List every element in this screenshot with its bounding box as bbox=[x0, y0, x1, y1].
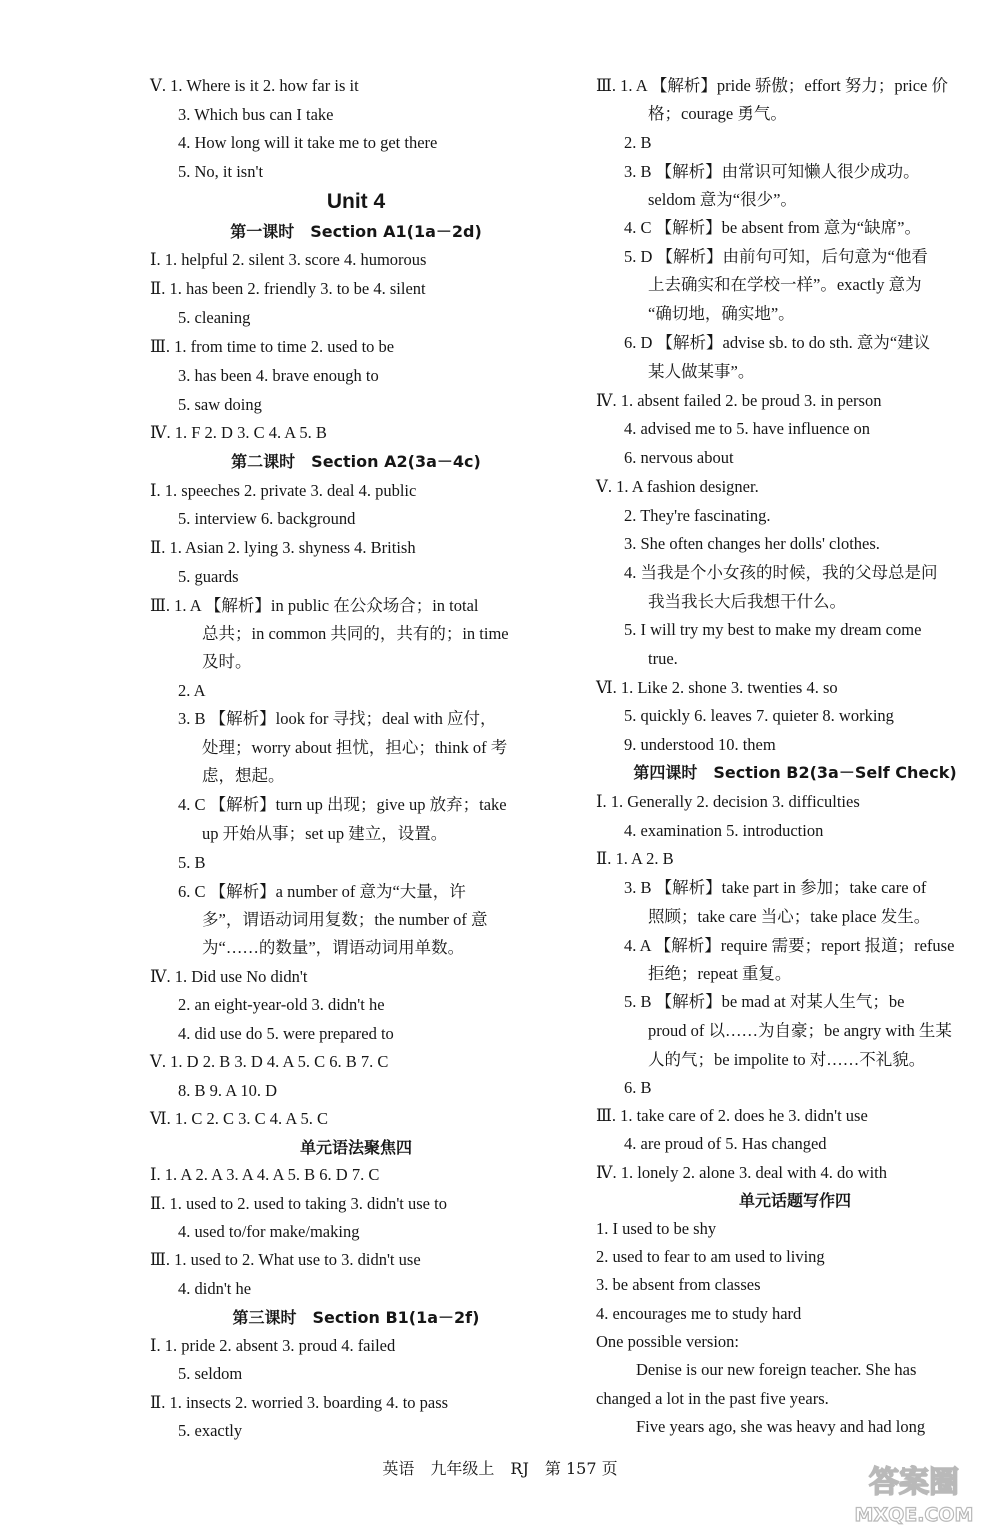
right-answer-line: Ⅲ. 1. take care of 2. does he 3. didn't use bbox=[596, 1106, 868, 1125]
watermark-logo bbox=[818, 1458, 996, 1526]
right-answer-line: Ⅰ. 1. Generally 2. decision 3. difficulties bbox=[596, 792, 860, 811]
right-answer-line: 4. A 【解析】require 需要；report 报道；refuse bbox=[624, 936, 955, 955]
right-answer-line: 5. I will try my best to make my dream come bbox=[624, 620, 922, 639]
left-answer-line: 2. an eight-year-old 3. didn't he bbox=[178, 995, 385, 1014]
right-answer-line: 6. D 【解析】advise sb. to do sth. 意为“建议 bbox=[624, 333, 931, 352]
left-answer-line: Ⅱ. 1. used to 2. used to taking 3. didn't use to bbox=[150, 1194, 447, 1213]
left-answer-line: Ⅰ. 1. pride 2. absent 3. proud 4. failed bbox=[150, 1336, 396, 1355]
right-answer-line: 4. 当我是个小女孩的时候，我的父母总是问 bbox=[624, 563, 938, 582]
left-answer-line: 3. Which bus can I take bbox=[178, 105, 334, 124]
right-answer-line: Ⅴ. 1. A fashion designer. bbox=[596, 477, 759, 496]
left-answer-line: 4. C 【解析】turn up 出现；give up 放弃；take bbox=[178, 795, 507, 814]
right-answer-line: 3. B 【解析】由常识可知懒人很少成功。 bbox=[624, 162, 920, 181]
right-answer-line: 2. They're fascinating. bbox=[624, 506, 771, 525]
right-answer-line: 4. examination 5. introduction bbox=[624, 821, 824, 840]
left-answer-line: Ⅴ. 1. Where is it 2. how far is it bbox=[150, 76, 359, 95]
right-answer-line: 5. quickly 6. leaves 7. quieter 8. working bbox=[624, 706, 894, 725]
right-answer-line: proud of 以……为自豪；be angry with 生某 bbox=[648, 1021, 952, 1040]
left-answer-line: 为“……的数量”，谓语动词用单数。 bbox=[202, 938, 465, 957]
right-answer-line: 1. I used to be shy bbox=[596, 1219, 717, 1238]
right-answer-line: 4. C 【解析】be absent from 意为“缺席”。 bbox=[624, 218, 921, 237]
right-answer-line: true. bbox=[648, 649, 678, 668]
left-answer-line: Ⅴ. 1. D 2. B 3. D 4. A 5. C 6. B 7. C bbox=[150, 1052, 389, 1071]
left-answer-line: Ⅰ. 1. A 2. A 3. A 4. A 5. B 6. D 7. C bbox=[150, 1165, 380, 1184]
left-answer-line: 及时。 bbox=[202, 652, 252, 671]
right-answer-line: 5. D 【解析】由前句可知，后句意为“他看 bbox=[624, 247, 928, 266]
left-section-heading: 第三课时 Section B1(1a－2f) bbox=[232, 1308, 480, 1327]
right-answer-line: 我当我长大后我想干什么。 bbox=[648, 592, 846, 611]
right-answer-line: 人的气；be impolite to 对……不礼貌。 bbox=[648, 1050, 926, 1069]
right-answer-line: Ⅱ. 1. A 2. B bbox=[596, 849, 674, 868]
left-answer-line: 总共；in common 共同的，共有的；in time bbox=[202, 624, 509, 643]
left-answer-line: Ⅳ. 1. Did use No didn't bbox=[150, 967, 308, 986]
left-section-heading: 第二课时 Section A2(3a－4c) bbox=[231, 452, 481, 471]
left-section-heading: 单元语法聚焦四 bbox=[299, 1138, 412, 1157]
right-answer-line: 拒绝；repeat 重复。 bbox=[648, 964, 792, 983]
left-answer-line: 5. seldom bbox=[178, 1364, 243, 1383]
left-answer-line: Ⅵ. 1. C 2. C 3. C 4. A 5. C bbox=[150, 1109, 328, 1128]
right-answer-line: 2. used to fear to am used to living bbox=[596, 1247, 825, 1266]
page-footer: 英语 九年级上 RJ 第 157 页 bbox=[382, 1459, 618, 1478]
left-answer-line: 5. B bbox=[178, 853, 206, 872]
left-answer-line: 5. exactly bbox=[178, 1421, 243, 1440]
right-answer-line: 照顾；take care 当心；take place 发生。 bbox=[648, 907, 931, 926]
right-answer-line: Ⅳ. 1. absent failed 2. be proud 3. in person bbox=[596, 391, 882, 410]
left-answer-line: 5. cleaning bbox=[178, 308, 251, 327]
left-answer-line: 3. B 【解析】look for 寻找；deal with 应付， bbox=[178, 709, 497, 728]
right-answer-line: 2. B bbox=[624, 133, 652, 152]
left-answer-line: 5. interview 6. background bbox=[178, 509, 356, 528]
left-answer-line: Ⅲ. 1. A 【解析】in public 在公众场合；in total bbox=[150, 596, 479, 615]
right-answer-line: 3. B 【解析】take part in 参加；take care of bbox=[624, 878, 927, 897]
right-answer-line: 9. understood 10. them bbox=[624, 735, 776, 754]
right-answer-line: 5. B 【解析】be mad at 对某人生气；be bbox=[624, 992, 905, 1011]
left-answer-line: 6. C 【解析】a number of 意为“大量，许 bbox=[178, 882, 466, 901]
right-answer-line: 3. be absent from classes bbox=[596, 1275, 761, 1294]
left-answer-line: Ⅳ. 1. F 2. D 3. C 4. A 5. B bbox=[150, 423, 327, 442]
left-unit-title: Unit 4 bbox=[326, 190, 386, 213]
right-answer-line: 4. advised me to 5. have influence on bbox=[624, 419, 871, 438]
right-answer-line: 6. nervous about bbox=[624, 448, 734, 467]
left-answer-line: 多”，谓语动词用复数；the number of 意 bbox=[202, 910, 488, 929]
left-answer-line: 4. didn't he bbox=[178, 1279, 252, 1298]
left-answer-line: Ⅰ. 1. helpful 2. silent 3. score 4. humorous bbox=[150, 250, 427, 269]
left-answer-line: 4. did use do 5. were prepared to bbox=[178, 1024, 394, 1043]
watermark-chinese: 答案圈 bbox=[869, 1465, 959, 1500]
right-answer-line: “确切地，确实地”。 bbox=[648, 304, 795, 323]
left-answer-line: 2. A bbox=[178, 681, 206, 700]
left-answer-line: Ⅱ. 1. Asian 2. lying 3. shyness 4. British bbox=[150, 538, 416, 557]
right-answer-line: 上去确实和在学校一样”。exactly 意为 bbox=[648, 275, 922, 294]
right-section-heading: 第四课时 Section B2(3a－Self Check) bbox=[633, 763, 957, 782]
right-answer-line: 4. are proud of 5. Has changed bbox=[624, 1134, 827, 1153]
left-answer-line: 5. guards bbox=[178, 567, 239, 586]
right-answer-line: 4. encourages me to study hard bbox=[596, 1304, 802, 1323]
right-answer-line: seldom 意为“很少”。 bbox=[648, 190, 797, 209]
left-answer-line: 虑，想起。 bbox=[202, 766, 285, 785]
left-answer-line: 8. B 9. A 10. D bbox=[178, 1081, 278, 1100]
left-answer-line: Ⅲ. 1. used to 2. What use to 3. didn't use bbox=[150, 1250, 421, 1269]
left-answer-line: 5. No, it isn't bbox=[178, 162, 264, 181]
right-answer-line: 格；courage 勇气。 bbox=[648, 104, 787, 123]
left-answer-line: 3. has been 4. brave enough to bbox=[178, 366, 379, 385]
left-answer-line: 4. used to/for make/making bbox=[178, 1222, 360, 1241]
left-section-heading: 第一课时 Section A1(1a－2d) bbox=[230, 222, 482, 241]
left-answer-line: Ⅱ. 1. has been 2. friendly 3. to be 4. silent bbox=[150, 279, 426, 298]
right-answer-line: 6. B bbox=[624, 1078, 652, 1097]
right-answer-line: One possible version: bbox=[596, 1332, 739, 1351]
left-answer-line: Ⅲ. 1. from time to time 2. used to be bbox=[150, 337, 395, 356]
left-answer-line: 5. saw doing bbox=[178, 395, 262, 414]
right-answer-line: Denise is our new foreign teacher. She has bbox=[636, 1360, 917, 1379]
right-answer-line: Ⅲ. 1. A 【解析】pride 骄傲；effort 努力；price 价 bbox=[596, 76, 948, 95]
right-answer-line: 某人做某事”。 bbox=[648, 362, 755, 381]
right-answer-line: 3. She often changes her dolls' clothes. bbox=[624, 534, 880, 553]
left-answer-line: 4. How long will it take me to get there bbox=[178, 133, 438, 152]
right-answer-line: Ⅳ. 1. lonely 2. alone 3. deal with 4. do with bbox=[596, 1163, 887, 1182]
left-answer-line: Ⅱ. 1. insects 2. worried 3. boarding 4. to pass bbox=[150, 1393, 449, 1412]
right-answer-line: Ⅵ. 1. Like 2. shone 3. twenties 4. so bbox=[596, 678, 838, 697]
left-answer-line: 处理；worry about 担忧，担心；think of 考 bbox=[202, 738, 508, 757]
right-section-heading: 单元话题写作四 bbox=[738, 1191, 851, 1210]
left-answer-line: up 开始从事；set up 建立，设置。 bbox=[202, 824, 448, 843]
watermark-url: MXQE.COM bbox=[854, 1504, 974, 1526]
left-answer-line: Ⅰ. 1. speeches 2. private 3. deal 4. public bbox=[150, 481, 417, 500]
right-answer-line: changed a lot in the past five years. bbox=[596, 1389, 829, 1408]
right-answer-line: Five years ago, she was heavy and had long bbox=[636, 1417, 926, 1436]
